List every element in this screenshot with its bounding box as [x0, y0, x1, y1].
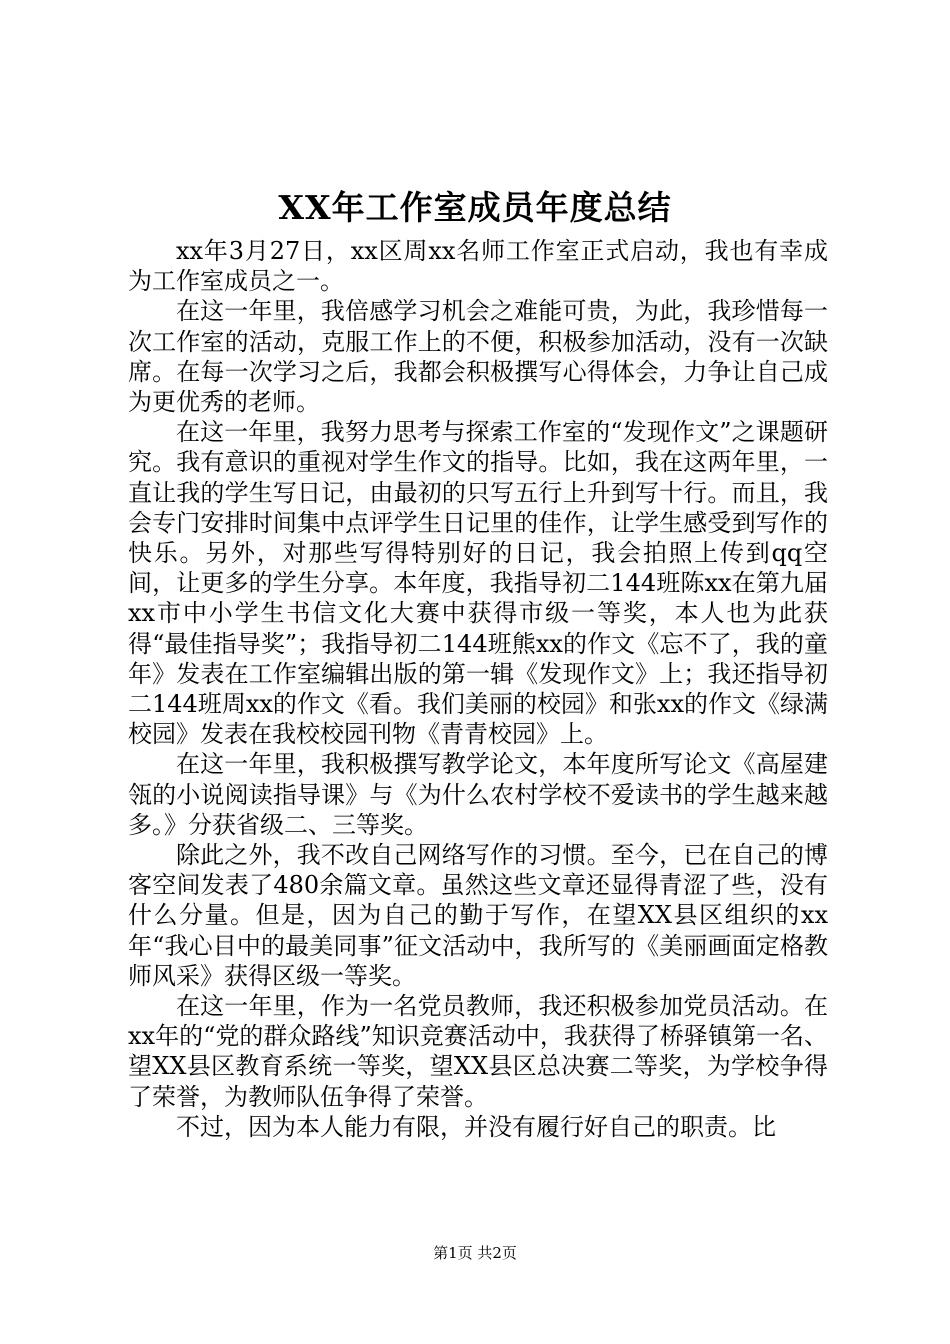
paragraph: 在这一年里，我努力思考与探索工作室的“发现作文”之课题研究。我有意识的重视对学生作文的指导。比如，我在这两年里，一直让我的学生写日记，由最初的只写五行上升到写十行。而且，我会专门安排时间集中点评学生日记里的佳作，让学生感受到写作的快乐。另外，对那些写得特别好的日记，我会拍照上传到qq空间，让更多的学生分享。本年度，我指导初二144班陈xx在第九届xx市中小学生书信文化大赛中获得市级一等奖，本人也为此获得“最佳指导奖”；我指导初二144班熊xx的作文《忘不了，我的童年》发表在工作室编辑出版的第一辑《发现作文》上；我还指导初二144班周xx的作文《看。我们美丽的校园》和张xx的作文《绿满校园》发表在我校校园刊物《青青校园》上。 — [128, 418, 828, 749]
document-body — [128, 236, 828, 1142]
paragraph: 不过，因为本人能力有限，并没有履行好自己的职责。比 — [176, 1112, 776, 1141]
paragraph: 在这一年里，作为一名党员教师，我还积极参加党员活动。在xx年的“党的群众路线”知识竞赛活动中，我获得了桥驿镇第一名、望XX县区教育系统一等奖，望XX县区总决赛二等奖，为学校争得了荣誉，为教师队伍争得了荣誉。 — [128, 992, 828, 1111]
page-number-footer: 第1页 共2页 — [433, 1244, 517, 1262]
paragraph: 除此之外，我不改自己网络写作的习惯。至今，已在自己的博客空间发表了480余篇文章。虽然这些文章还显得青涩了些，没有什么分量。但是，因为自己的勤于写作，在望XX县区组织的xx年“我心目中的最美同事”征文活动中，我所写的《美丽画面定格教师风采》获得区级一等奖。 — [128, 841, 828, 990]
document-title: XX年工作室成员年度总结 — [278, 188, 672, 227]
paragraph: 在这一年里，我积极撰写教学论文，本年度所写论文《高屋建瓴的小说阅读指导课》与《为什么农村学校不爱读书的学生越来越多。》分获省级二、三等奖。 — [128, 750, 828, 839]
paragraph: 在这一年里，我倍感学习机会之难能可贵，为此，我珍惜每一次工作室的活动，克服工作上的不便，积极参加活动，没有一次缺席。在每一次学习之后，我都会积极撰写心得体会，力争让自己成为更优秀的老师。 — [128, 297, 828, 417]
paragraph: xx年3月27日，xx区周xx名师工作室正式启动，我也有幸成为工作室成员之一。 — [128, 237, 828, 296]
